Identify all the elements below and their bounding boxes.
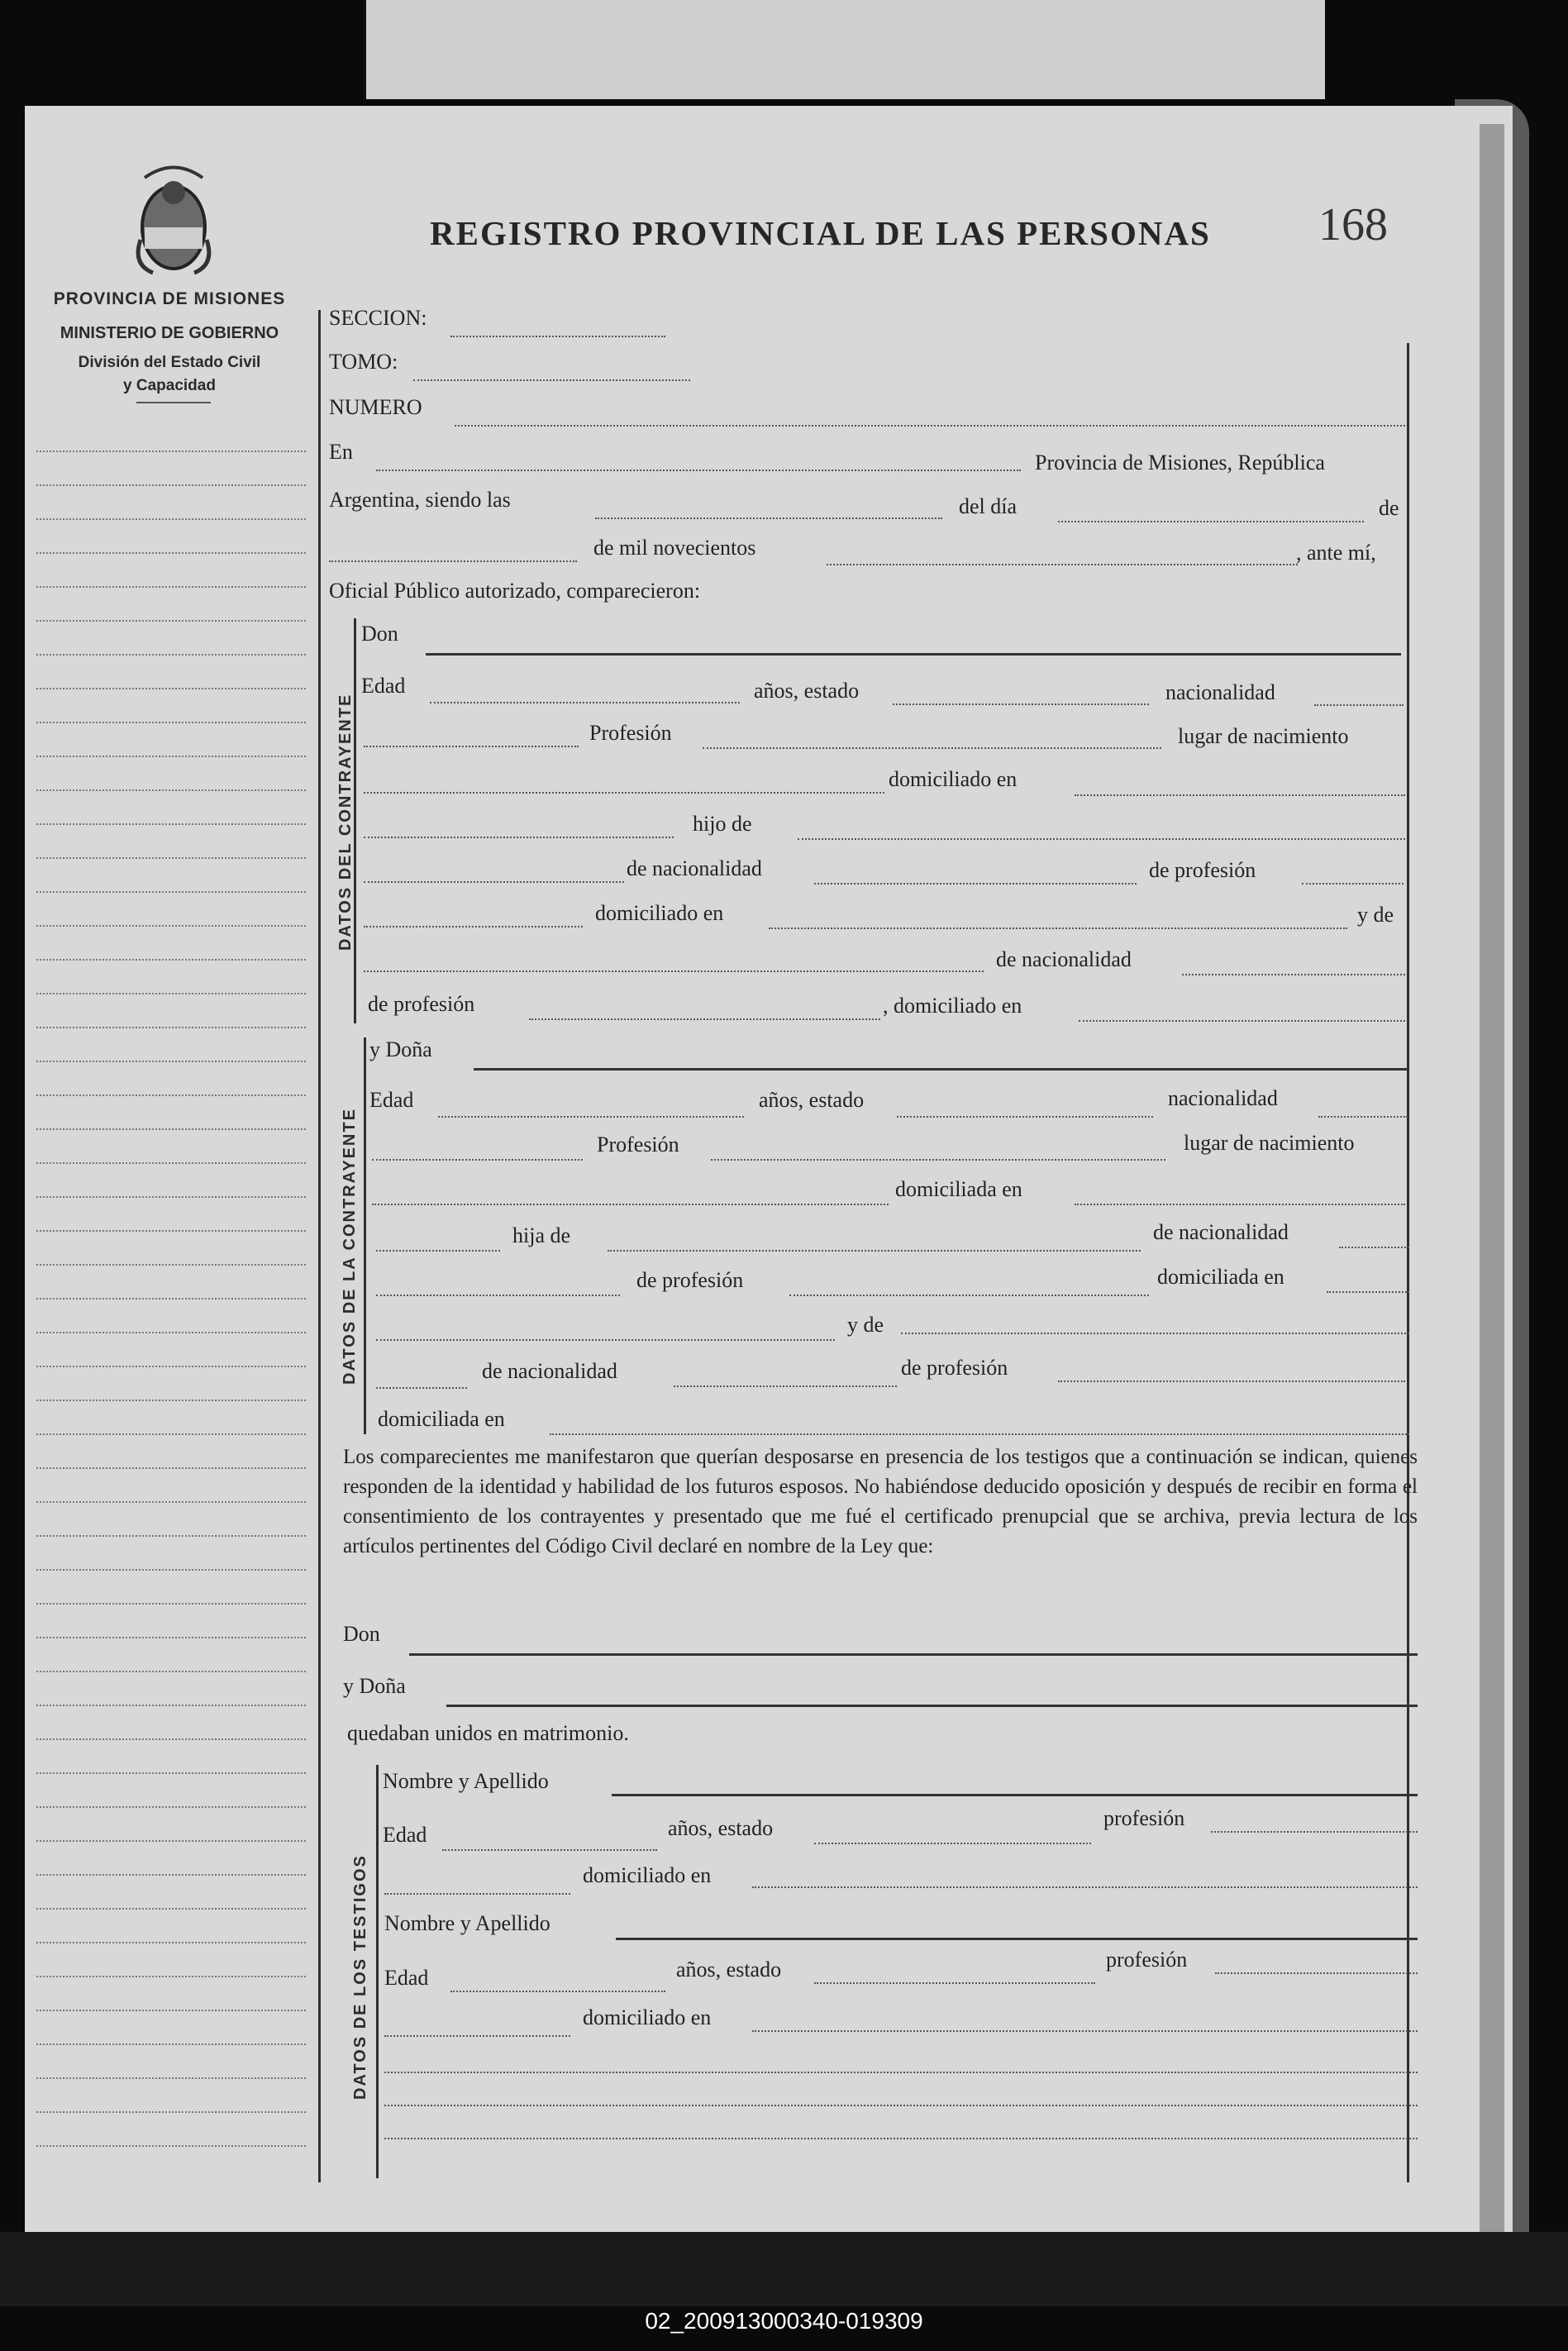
testigo2-profesion-label: profesión	[1106, 1948, 1188, 1972]
dia-field[interactable]	[1058, 521, 1364, 522]
margin-note-line[interactable]	[36, 1061, 306, 1062]
org-division-sub: y Capacidad	[123, 377, 216, 394]
y-de-label-f: y de	[847, 1313, 884, 1337]
domiciliado-label-3: , domiciliado en	[883, 994, 1022, 1018]
testigo2-nombre-label: Nombre y Apellido	[384, 1911, 550, 1935]
anio-field[interactable]	[827, 564, 1298, 565]
testigo1-domiciliado-label: domiciliado en	[583, 1863, 712, 1887]
dona-name-field[interactable]	[474, 1068, 1408, 1071]
en-label: En	[329, 440, 353, 464]
margin-note-line[interactable]	[36, 1366, 306, 1367]
margin-note-line[interactable]	[36, 1298, 306, 1299]
domicilio-field-2[interactable]	[364, 837, 674, 838]
edad-field-f[interactable]	[438, 1116, 744, 1118]
folio-number: 168	[1318, 199, 1388, 250]
margin-note-line[interactable]	[36, 1162, 306, 1164]
testigo1-profesion-field-2[interactable]	[384, 1893, 570, 1895]
testigo2-profesion-field-2[interactable]	[384, 2035, 570, 2037]
decl-dona-field[interactable]	[446, 1705, 1418, 1707]
madre-field-f[interactable]	[901, 1333, 1409, 1334]
madre-field-f-2[interactable]	[376, 1387, 467, 1389]
testigo2-domicilio-field[interactable]	[752, 2030, 1418, 2032]
sheet-behind	[364, 0, 1325, 99]
contrayenta-side-label: DATOS DE LA CONTRAYENTE	[341, 1108, 359, 1385]
estado-field-f[interactable]	[897, 1116, 1153, 1118]
margin-note-line[interactable]	[36, 1094, 306, 1096]
padre-field-f[interactable]	[608, 1250, 1141, 1252]
de-label: de	[1379, 496, 1399, 520]
declaration-paragraph: Los comparecientes me manifestaron que querían desposarse en presencia de los testigos que a continuación se indican, quienes responden de la identidad y habilidad de los futuros esposos. No habiéndose deducido oposición y después de recibir en forma el consentimiento de los contrayentes y presentado que me fué el certificado prenupcial que se archiva, previa lectura de los artículos pertinentes del Código Civil declaré en nombre de la Ley que:	[343, 1446, 1418, 1557]
nacionalidad-field-f[interactable]	[1318, 1116, 1408, 1118]
hijo-de-label: hijo de	[693, 812, 752, 836]
testigo2-profesion-field[interactable]	[1215, 1972, 1418, 1974]
margin-note-line[interactable]	[36, 1400, 306, 1401]
padre-nacionalidad-field-f-2[interactable]	[376, 1295, 620, 1296]
right-rule	[1407, 343, 1409, 2182]
testigo1-edad-label: Edad	[383, 1823, 427, 1847]
domicilio-field-f-2[interactable]	[376, 1250, 500, 1252]
domicilio-field[interactable]	[1075, 794, 1405, 796]
margin-note-line[interactable]	[36, 1806, 306, 1808]
margin-note-line[interactable]	[36, 1671, 306, 1672]
madre-nacionalidad-field[interactable]	[1182, 974, 1405, 975]
de-profesion-label-2: de profesión	[368, 992, 475, 1016]
de-nacionalidad-label-2: de nacionalidad	[996, 947, 1132, 971]
margin-note-line[interactable]	[36, 1705, 306, 1706]
y-dona-label: y Doña	[369, 1037, 432, 1061]
madre-field[interactable]	[364, 970, 984, 972]
org-division: División del Estado Civil	[78, 354, 261, 371]
margin-note-line[interactable]	[36, 688, 306, 689]
scan-bottom-border	[0, 2232, 1568, 2306]
testigo1-nombre-label: Nombre y Apellido	[383, 1769, 549, 1793]
domicilio-field-f[interactable]	[1075, 1204, 1405, 1205]
margin-note-line[interactable]	[36, 925, 306, 927]
domiciliado-label-2: domiciliado en	[595, 901, 724, 925]
padre-nacionalidad-field-f[interactable]	[1339, 1247, 1409, 1248]
margin-note-line[interactable]	[36, 1264, 306, 1266]
del-dia-label: del día	[959, 494, 1018, 518]
testigos-bracket	[376, 1765, 379, 2178]
padre-nacionalidad-field[interactable]	[814, 883, 1137, 885]
margin-note-line[interactable]	[36, 1874, 306, 1876]
don-name-field[interactable]	[426, 653, 1401, 656]
padre-domicilio-field[interactable]	[769, 928, 1347, 929]
margin-note-line[interactable]	[36, 722, 306, 723]
padre-domicilio-field-f[interactable]	[1327, 1291, 1409, 1293]
margin-note-line[interactable]	[36, 1569, 306, 1571]
profesion-field-f[interactable]	[372, 1159, 583, 1161]
org-province: PROVINCIA DE MISIONES	[53, 289, 286, 308]
domiciliada-label: domiciliada en	[895, 1177, 1022, 1201]
madre-domicilio-field-f[interactable]	[550, 1433, 1409, 1435]
margin-note-line[interactable]	[36, 2043, 306, 2045]
testigo1-nombre-field[interactable]	[612, 1794, 1418, 1796]
padre-field[interactable]	[798, 838, 1405, 840]
margin-note-line[interactable]	[36, 1128, 306, 1130]
testigo1-anos-estado-label: años, estado	[668, 1816, 774, 1840]
hora-field[interactable]	[595, 517, 942, 519]
decl-dona-label: y Doña	[343, 1674, 406, 1698]
margin-note-line[interactable]	[36, 1772, 306, 1774]
margin-note-line[interactable]	[36, 857, 306, 859]
oficial-text: Oficial Público autorizado, comparecieron:	[329, 579, 701, 603]
margin-note-line[interactable]	[36, 552, 306, 554]
de-profesion-label: de profesión	[1149, 858, 1256, 882]
margin-note-line[interactable]	[36, 1501, 306, 1503]
nacionalidad-field[interactable]	[1314, 704, 1404, 706]
margin-note-line[interactable]	[36, 1738, 306, 1740]
provincia-text: Provincia de Misiones, República	[1035, 451, 1325, 474]
decl-don-field[interactable]	[409, 1653, 1418, 1656]
lugar-nacimiento-label-f: lugar de nacimiento	[1184, 1131, 1355, 1155]
margin-note-line[interactable]	[36, 756, 306, 757]
domiciliada-label-3: domiciliada en	[378, 1407, 505, 1431]
margin-note-line[interactable]	[36, 586, 306, 588]
page-edge-strip	[1480, 124, 1504, 2232]
madre-domicilio-field[interactable]	[1079, 1020, 1405, 1022]
margin-note-line[interactable]	[36, 518, 306, 520]
margin-note-line[interactable]	[36, 1603, 306, 1605]
testigo1-estado-field[interactable]	[814, 1843, 1091, 1844]
madre-profesion-field-f[interactable]	[1058, 1381, 1405, 1382]
margin-note-line[interactable]	[36, 1467, 306, 1469]
testigo1-edad-field[interactable]	[442, 1849, 657, 1851]
madre-nacionalidad-field-f[interactable]	[674, 1385, 897, 1387]
decl-don-label: Don	[343, 1622, 380, 1646]
margin-note-line[interactable]	[36, 1976, 306, 1977]
domiciliado-label: domiciliado en	[889, 767, 1018, 791]
nacimiento-field-f[interactable]	[372, 1204, 889, 1205]
margin-note-line[interactable]	[36, 1027, 306, 1028]
lugar-nacimiento-label: lugar de nacimiento	[1178, 724, 1349, 748]
y-de-label: y de	[1357, 903, 1394, 927]
tomo-field[interactable]	[413, 379, 690, 381]
de-mil-label: de mil novecientos	[593, 536, 756, 560]
image-caption: 02_200913000340-019309	[645, 2308, 923, 2334]
margin-note-line[interactable]	[36, 654, 306, 656]
margin-note-line[interactable]	[36, 1637, 306, 1638]
testigo1-profesion-field[interactable]	[1211, 1831, 1418, 1833]
edad-label-f: Edad	[369, 1088, 414, 1112]
numero-label: NUMERO	[329, 395, 422, 419]
testigo2-domiciliado-label: domiciliado en	[583, 2005, 712, 2029]
margin-note-line[interactable]	[36, 451, 306, 452]
nacionalidad-label: nacionalidad	[1165, 680, 1275, 704]
domiciliada-label-2: domiciliada en	[1157, 1265, 1284, 1289]
padre-domicilio-field-f-2[interactable]	[376, 1339, 835, 1341]
padre-field-2[interactable]	[364, 881, 624, 883]
margin-note-line[interactable]	[36, 620, 306, 622]
margin-note-line[interactable]	[36, 1840, 306, 1842]
margin-note-line[interactable]	[36, 993, 306, 994]
profesion-field[interactable]	[364, 746, 579, 747]
testigos-extra-line-1[interactable]	[384, 2072, 1418, 2073]
de-nacionalidad-label-f-2: de nacionalidad	[482, 1359, 617, 1383]
testigos-extra-line-3[interactable]	[384, 2138, 1418, 2139]
margin-note-line[interactable]	[36, 789, 306, 791]
seccion-field[interactable]	[450, 336, 665, 337]
coat-of-arms-icon	[128, 161, 219, 277]
testigo2-edad-field[interactable]	[450, 1991, 665, 1992]
argentina-text: Argentina, siendo las	[329, 488, 511, 512]
margin-note-line[interactable]	[36, 1908, 306, 1910]
profesion-field-f-2[interactable]	[711, 1159, 1165, 1161]
margin-note-line[interactable]	[36, 2145, 306, 2147]
seccion-label: SECCION:	[329, 306, 427, 330]
margin-note-line[interactable]	[36, 823, 306, 825]
nacionalidad-label-f: nacionalidad	[1168, 1086, 1278, 1110]
margin-note-line[interactable]	[36, 2111, 306, 2113]
testigo2-edad-label: Edad	[384, 1966, 429, 1990]
testigo2-nombre-field[interactable]	[616, 1938, 1418, 1940]
padre-profesion-field-f[interactable]	[789, 1295, 1149, 1296]
margin-note-line[interactable]	[36, 2077, 306, 2079]
padre-profesion-field-2[interactable]	[364, 926, 583, 928]
padre-profesion-field[interactable]	[1302, 883, 1404, 885]
lugar-field[interactable]	[376, 470, 1021, 471]
testigo2-estado-field[interactable]	[814, 1982, 1095, 1984]
org-underline	[136, 402, 211, 403]
profesion-label-f: Profesión	[597, 1133, 679, 1156]
page-title: REGISTRO PROVINCIAL DE LAS PERSONAS	[430, 214, 1211, 252]
margin-note-line[interactable]	[36, 484, 306, 486]
margin-note-line[interactable]	[36, 1433, 306, 1435]
profesion-field-2[interactable]	[703, 747, 1161, 749]
contrayente-side-label: DATOS DEL CONTRAYENTE	[336, 693, 355, 951]
ante-mi-text: , ante mí,	[1296, 541, 1376, 565]
edad-field[interactable]	[430, 702, 740, 703]
margin-note-line[interactable]	[36, 959, 306, 961]
nacimiento-field[interactable]	[364, 792, 884, 794]
margin-rule	[318, 310, 321, 2182]
testigo1-domicilio-field[interactable]	[752, 1886, 1418, 1888]
de-nacionalidad-label-f: de nacionalidad	[1153, 1220, 1289, 1244]
anos-estado-label-f: años, estado	[759, 1088, 865, 1112]
testigos-side-label: DATOS DE LOS TESTIGOS	[351, 1854, 369, 2100]
testigo2-anos-estado-label: años, estado	[676, 1958, 782, 1981]
estado-field[interactable]	[893, 703, 1149, 705]
org-ministry: MINISTERIO DE GOBIERNO	[60, 324, 279, 342]
madre-profesion-field[interactable]	[529, 1018, 880, 1020]
de-profesion-label-f-2: de profesión	[901, 1356, 1008, 1380]
margin-note-line[interactable]	[36, 1230, 306, 1232]
anos-estado-label: años, estado	[754, 679, 860, 703]
margin-note-line[interactable]	[36, 1196, 306, 1198]
quedaban-text: quedaban unidos en matrimonio.	[347, 1721, 629, 1745]
margin-note-line[interactable]	[36, 2010, 306, 2011]
mes-field[interactable]	[329, 560, 577, 562]
profesion-label: Profesión	[589, 721, 672, 745]
contrayenta-bracket	[364, 1037, 366, 1434]
hija-de-label: hija de	[512, 1223, 571, 1247]
testigos-extra-line-2[interactable]	[384, 2105, 1418, 2106]
testigo1-profesion-label: profesión	[1103, 1806, 1185, 1830]
margin-note-line[interactable]	[36, 1535, 306, 1537]
tomo-label: TOMO:	[329, 350, 398, 374]
margin-note-line[interactable]	[36, 1942, 306, 1943]
margin-note-line[interactable]	[36, 1332, 306, 1333]
de-nacionalidad-label: de nacionalidad	[627, 856, 762, 880]
de-profesion-label-f: de profesión	[636, 1268, 744, 1292]
edad-label: Edad	[361, 674, 406, 698]
don-label: Don	[361, 622, 398, 646]
numero-field[interactable]	[455, 425, 1405, 427]
margin-note-line[interactable]	[36, 891, 306, 893]
